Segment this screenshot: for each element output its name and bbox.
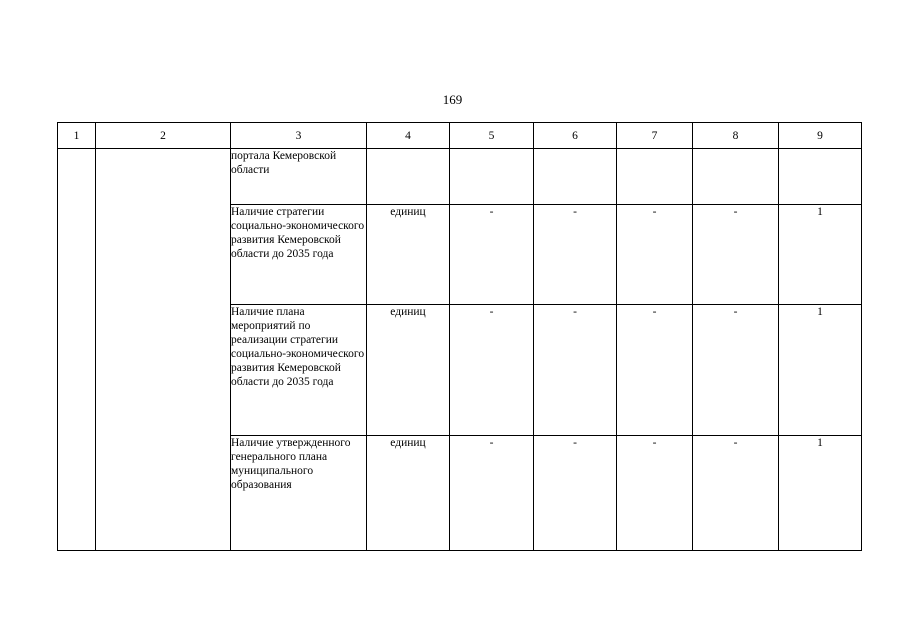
column-header: 4 [367, 123, 450, 149]
indicator-cell: Наличие плана мероприятий по реализации стратегии социально-экономического развития Кемеровской области до 2035 года [231, 305, 367, 436]
value-cell: - [693, 305, 779, 436]
value-cell: - [534, 305, 617, 436]
indicator-cell: Наличие утвержденного генерального плана муниципального образования [231, 436, 367, 551]
value-cell: 1 [779, 305, 862, 436]
value-cell: - [450, 305, 534, 436]
value-cell: - [450, 205, 534, 305]
table-cell [534, 149, 617, 205]
column-header: 1 [58, 123, 96, 149]
value-cell: - [693, 205, 779, 305]
column-header: 3 [231, 123, 367, 149]
indicator-cell: портала Кемеровской области [231, 149, 367, 205]
value-cell: - [617, 305, 693, 436]
unit-cell: единиц [367, 436, 450, 551]
table-header-row [58, 123, 862, 149]
column-header: 9 [779, 123, 862, 149]
value-cell: - [534, 436, 617, 551]
page-number: 169 [442, 92, 463, 107]
value-cell: - [617, 436, 693, 551]
unit-cell: единиц [367, 305, 450, 436]
value-cell: - [534, 205, 617, 305]
unit-cell: единиц [367, 205, 450, 305]
column-header: 7 [617, 123, 693, 149]
table-cell [58, 149, 96, 551]
table-row [58, 149, 862, 205]
table-cell [779, 149, 862, 205]
column-header: 5 [450, 123, 534, 149]
table-cell [96, 149, 231, 551]
table-cell [367, 149, 450, 205]
indicators-table [57, 122, 862, 551]
value-cell: - [693, 436, 779, 551]
value-cell: 1 [779, 205, 862, 305]
table-cell [617, 149, 693, 205]
table-cell [450, 149, 534, 205]
indicator-cell: Наличие стратегии социально-экономического развития Кемеровской области до 2035 года [231, 205, 367, 305]
value-cell: - [450, 436, 534, 551]
value-cell: - [617, 205, 693, 305]
column-header: 6 [534, 123, 617, 149]
column-header: 2 [96, 123, 231, 149]
value-cell: 1 [779, 436, 862, 551]
table-cell [693, 149, 779, 205]
column-header: 8 [693, 123, 779, 149]
